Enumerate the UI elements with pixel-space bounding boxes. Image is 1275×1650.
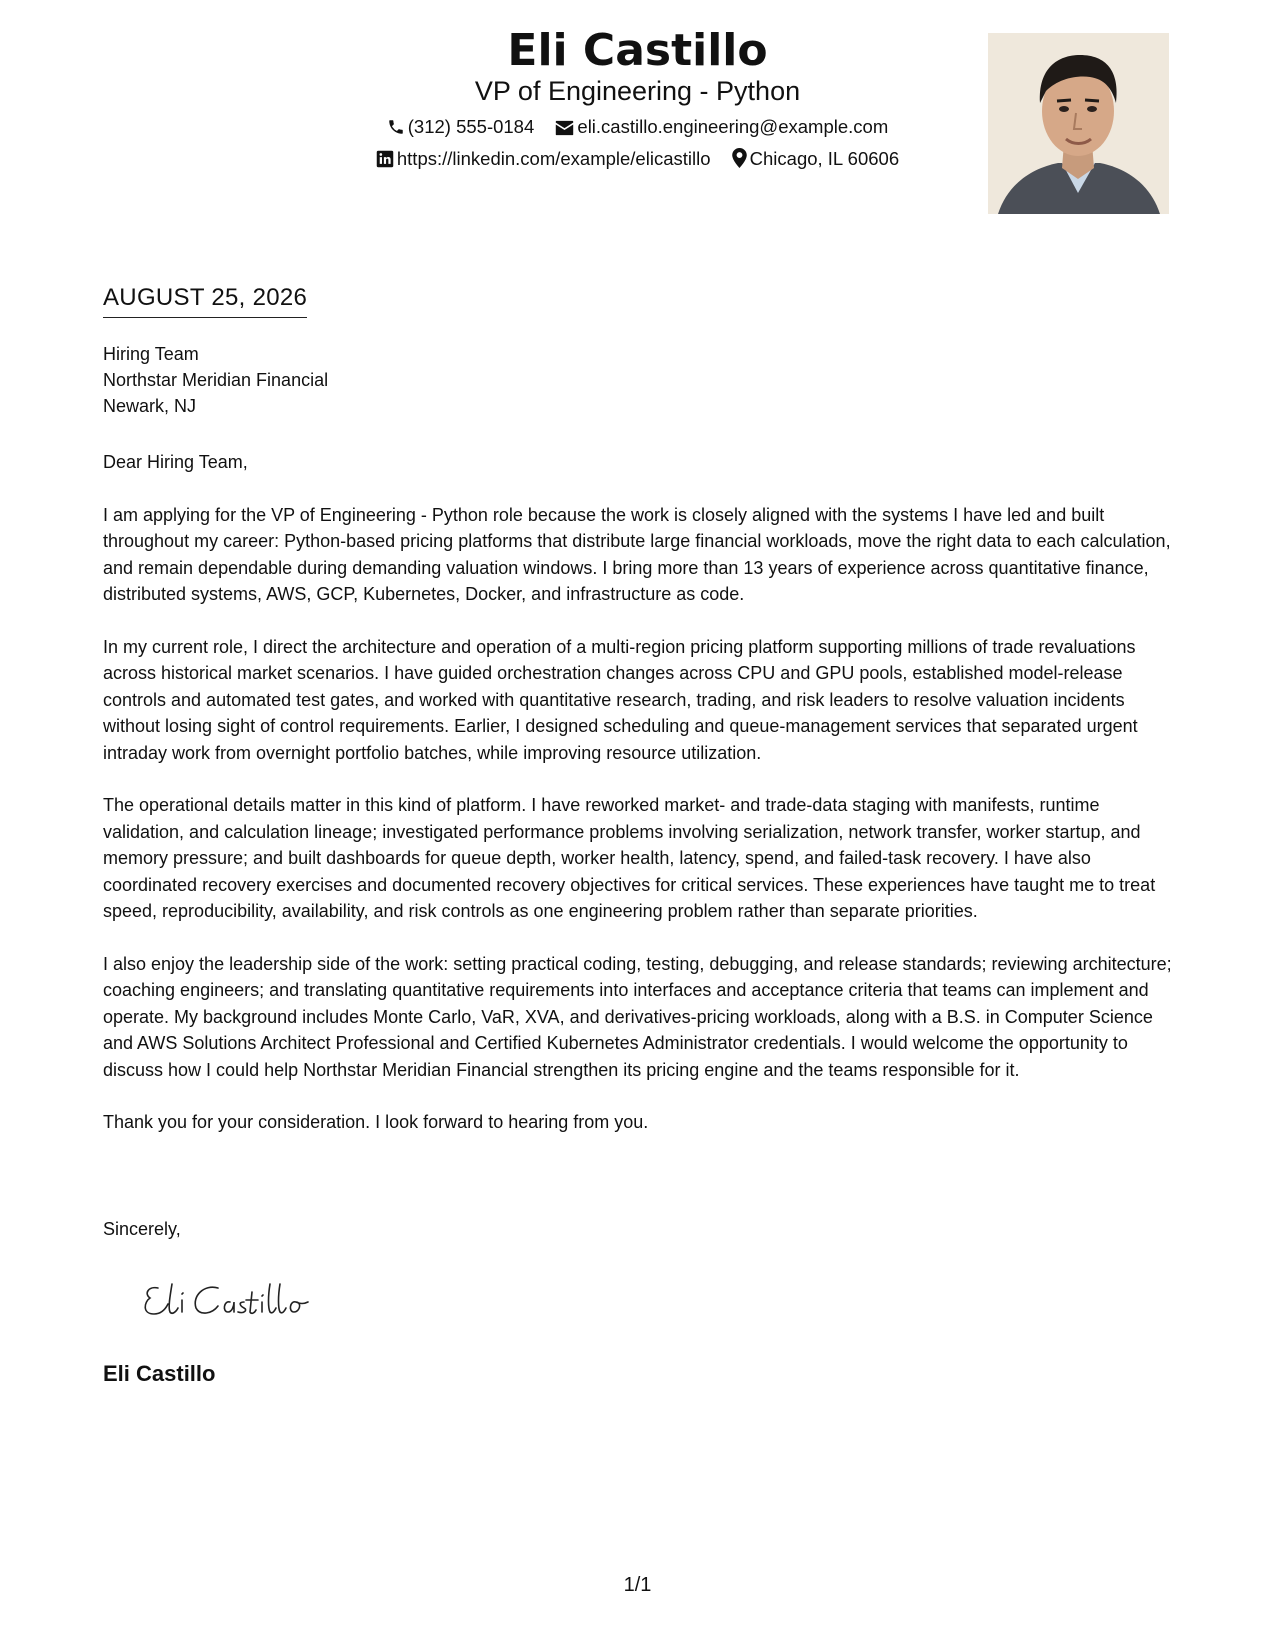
linkedin-contact[interactable]	[376, 146, 711, 172]
location-text: Chicago, IL 60606	[749, 148, 900, 169]
letter-body	[103, 449, 1173, 1162]
recipient-block	[103, 341, 328, 419]
applicant-photo	[988, 33, 1169, 214]
recipient-company: Northstar Meridian Financial	[103, 370, 329, 390]
email-text: eli.castillo.engineering@example.com	[577, 116, 889, 137]
envelope-icon	[555, 120, 574, 136]
paragraph-1: I am applying for the VP of Engineering - Python role because the work is closely aligned with the systems I have led and built throughout my career: Python-based pricing platforms that distribute large financial workloads, move the right data to each calculation, and remain dependable during demanding valuation windows. I bring more than 13 years of experience across quantitative finance, distributed systems, AWS, GCP, Kubernetes, Docker, and infrastructure as code.	[103, 504, 1171, 604]
letter-date: AUGUST 25, 2026	[103, 283, 307, 318]
closing: Sincerely,	[103, 1219, 181, 1239]
linkedin-icon	[376, 150, 394, 168]
phone-text: (312) 555-0184	[407, 116, 535, 137]
applicant-title: VP of Engineering - Python	[474, 76, 801, 106]
recipient-location: Newark, NJ	[103, 396, 197, 416]
map-pin-icon	[732, 148, 747, 168]
phone-contact[interactable]	[387, 114, 535, 140]
linkedin-text: https://linkedin.com/example/elicastillo	[396, 148, 711, 169]
signer-name: Eli Castillo	[103, 1361, 216, 1386]
recipient-line: Hiring Team	[103, 344, 199, 364]
location-contact	[732, 146, 899, 172]
paragraph-3: The operational details matter in this kind of platform. I have reworked market- and trade-data staging with manifests, runtime validation, and calculation lineage; investigated performance problems involving serialization, network transfer, worker startup, and memory pressure; and built dashboards for queue depth, worker health, latency, spend, and failed-task recovery. I have also coordinated recovery exercises and documented recovery objectives for critical services. These experiences have taught me to treat speed, reproducibility, availability, and risk controls as one engineering problem rather than separate priorities.	[103, 795, 1156, 921]
applicant-name: Eli Castillo	[507, 25, 768, 76]
paragraph-2: In my current role, I direct the architecture and operation of a multi-region pricing platform supporting millions of trade revaluations across historical market scenarios. I have guided orchestration changes across CPU and GPU pools, established model-release controls and automated test gates, and worked with quantitative research, trading, and risk leaders to resolve valuation incidents without losing sight of control requirements. Earlier, I designed scheduling and queue-management services that separated urgent intraday work from overnight portfolio batches, while improving resource utilization.	[103, 636, 1138, 763]
paragraph-4: I also enjoy the leadership side of the work: setting practical coding, testing, debugging, and release standards; reviewing architecture; coaching engineers; and translating quantitative requirements into interfaces and acceptance criteria that teams can implement and operate. My background includes Monte Carlo, VaR, XVA, and derivatives-pricing workloads, along with a B.S. in Computer Science and AWS Solutions Architect Professional and Certified Kubernetes Administrator credentials. I would welcome the opportunity to discuss how I could help Northstar Meridian Financial strengthen its pricing engine and the teams responsible for it.	[103, 953, 1172, 1080]
email-contact[interactable]	[555, 114, 888, 140]
handwritten-signature	[140, 1270, 330, 1330]
paragraph-5: Thank you for your consideration. I look forward to hearing from you.	[103, 1112, 649, 1132]
page-number: 1/1	[623, 1574, 652, 1596]
salutation: Dear Hiring Team,	[103, 452, 248, 472]
phone-icon	[387, 118, 405, 136]
